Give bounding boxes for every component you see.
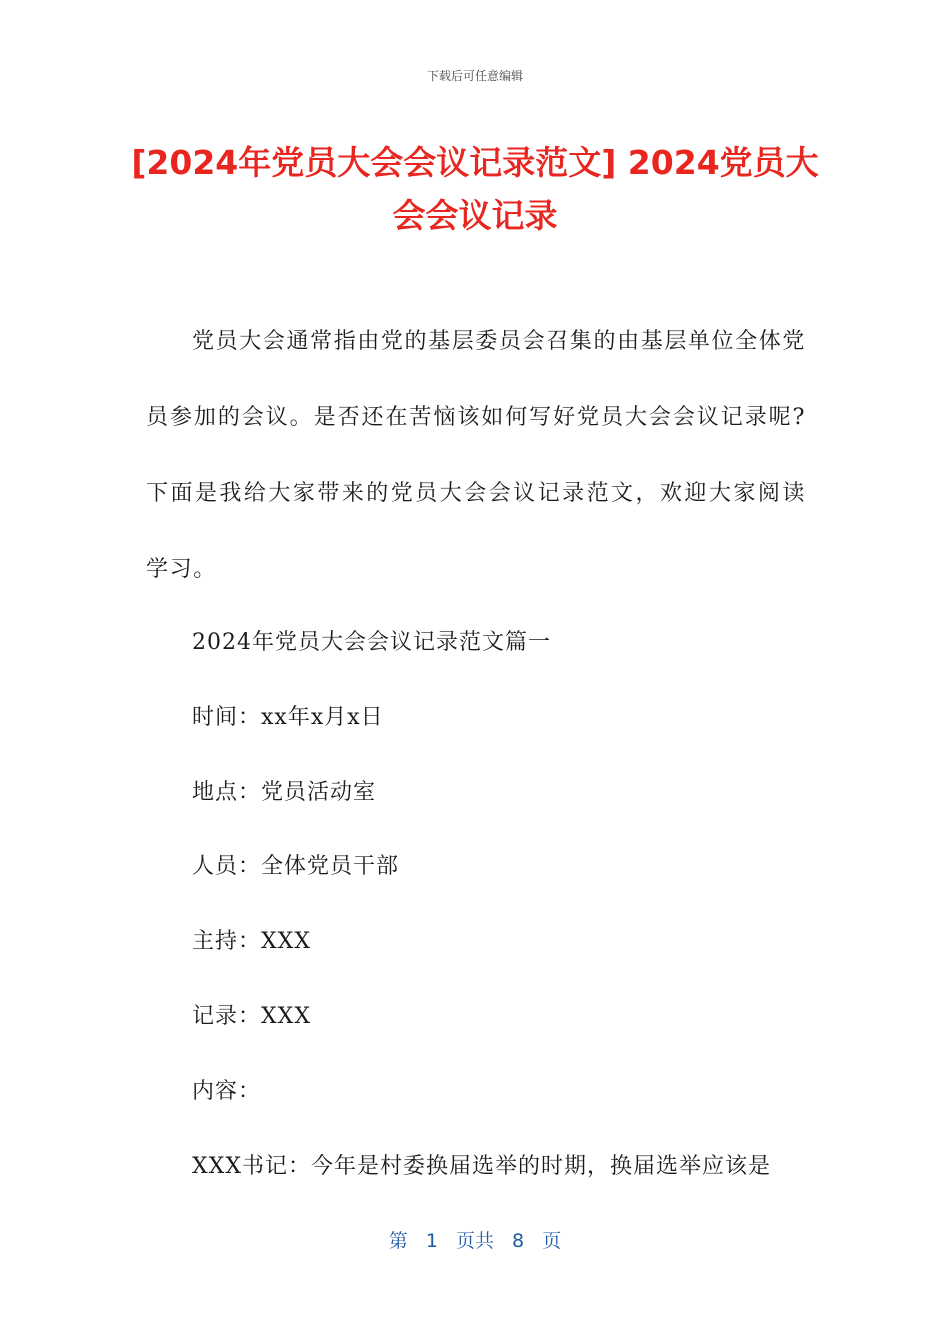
footer-total-pages: 8 [512,1230,525,1252]
footer-label-di: 第 [388,1230,408,1252]
field-time: 时间：xx年x月x日 [192,705,384,730]
page-footer [0,1226,950,1253]
intro-paragraph: 党员大会通常指由党的基层委员会召集的由基层单位全体党员参加的会议。是否还在苦恼该如何写好党员大会会议记录呢?下面是我给大家带来的党员大会会议记录范文，欢迎大家阅读学习。 [146,329,806,582]
content-first-line: XXX书记：今年是村委换届选举的时期，换届选举应该是 [192,1154,771,1179]
field-recorder: 记录：XXX [192,1004,311,1029]
field-attendees: 人员：全体党员干部 [192,854,400,879]
section-title: 2024年党员大会会议记录范文篇一 [192,630,551,655]
field-content: 内容： [192,1079,262,1104]
document-title: [2024年党员大会会议记录范文] 2024党员大会会议记录 [131,143,819,235]
page-header-note: 下载后可任意编辑 [426,69,523,83]
field-location: 地点：党员活动室 [192,780,377,805]
footer-current-page: 1 [425,1230,438,1252]
footer-label-ye-gong: 页共 [455,1230,494,1252]
field-host: 主持：XXX [192,929,311,954]
footer-label-ye: 页 [542,1230,562,1252]
